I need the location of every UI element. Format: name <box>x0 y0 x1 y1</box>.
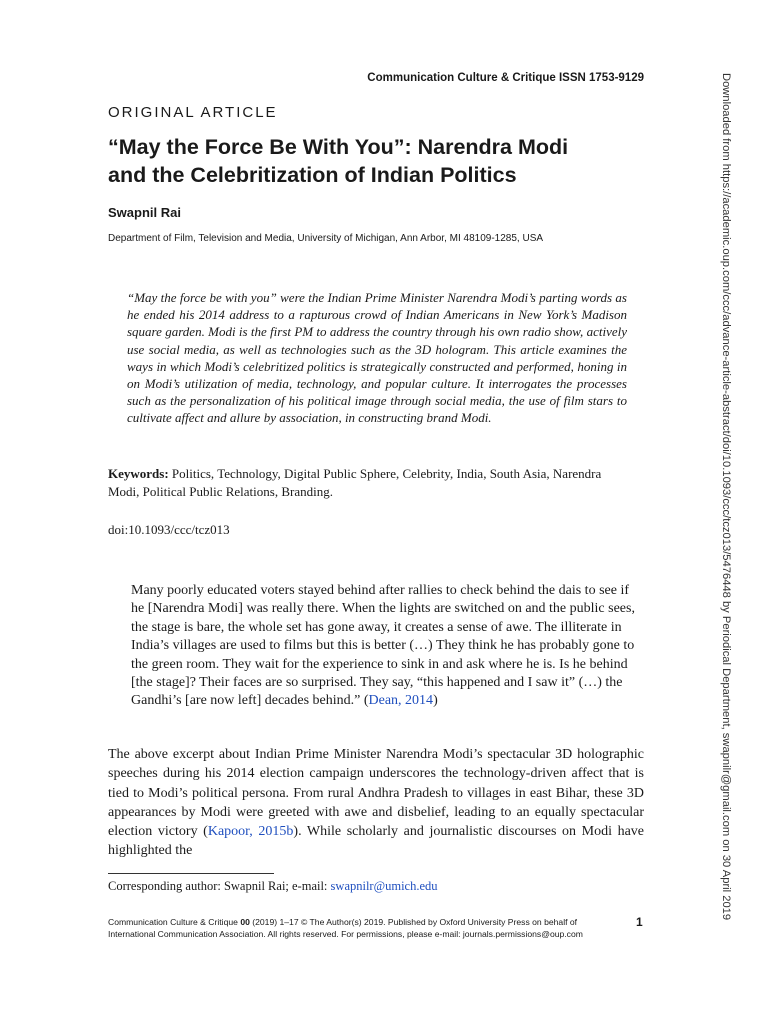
footer-copyright: (2019) 1–17 © The Author(s) 2019. Published by Oxford University Press on behalf of <box>249 917 578 927</box>
article-type: ORIGINAL ARTICLE <box>108 104 278 121</box>
epigraph-quote <box>131 582 643 711</box>
doi: doi:10.1093/ccc/tcz013 <box>108 522 230 537</box>
body-paragraph <box>108 745 644 861</box>
epigraph-citation-link[interactable]: Dean, 2014 <box>368 693 434 709</box>
footer-permissions: International Communication Association. All rights reserved. For permissions, please e-mail: journals.permissions@oup.com <box>108 929 583 939</box>
title-line-1: “May the Force Be With You”: Narendra Modi <box>108 135 569 159</box>
keywords-label: Keywords: <box>108 466 169 481</box>
body-citation-link[interactable]: Kapoor, 2015b <box>207 824 294 840</box>
footnote-divider <box>108 873 274 874</box>
title-line-2: and the Celebritization of Indian Politics <box>108 163 517 187</box>
keywords <box>108 465 628 500</box>
abstract: “May the force be with you” were the Indian Prime Minister Narendra Modi’s parting words as he ended his 2014 address to a rapturous crowd of Indian Americans in New York’s Madison square garden. Modi is the first PM to address the country through his own radio show, actively use social media, as well as technologies such as the 3D hologram. This article examines the ways in which Modi’s celebritized politics is strategically constructed and performed, honing in on Modi’s utilization of media, technology, and popular culture. It interrogates the processes such as the personalization of his political image through social media, the use of film stars to cultivate affect and allure by association, in constructing brand Modi. <box>127 290 627 426</box>
body-text-part-1: The above excerpt about Indian Prime Minister Narendra Modi’s spectacular 3D holographic speeches during his 2014 election campaign underscores the technology-driven affect that is tied to Modi’s political persona. From rural Andhra Pradesh to villages in east Bihar, these 3D appearances by Modi were greeted with awe and disbelief, leading to an equally spectacular election victory ( <box>108 747 644 840</box>
epigraph-close: ) <box>433 693 438 709</box>
footer-journal: Communication Culture & Critique <box>108 917 241 927</box>
epigraph-text: Many poorly educated voters stayed behind after rallies to check behind the dais to see if he [Narendra Modi] was really there. When the lights are switched on and the public sees, the stage is bare, the whole set has gone away, it creates a sense of awe. The illiterate in India’s villages are used to films but this is better (…) They think he has probably gone to the green room. They wait for the experience to sink in and ask where he is. Is he behind [the stage]? Their faces are so surprised. They say, “this happened and I saw it” (…) the Gandhi’s [are now left] decades behind.” ( <box>131 583 635 709</box>
download-watermark: Downloaded from https://academic.oup.com/ccc/advance-article-abstract/doi/10.1093/ccc/tcz013/5476448 by Periodical Department, swapnilr@gmail.com on 30 April 2019 <box>720 73 732 921</box>
page-footer <box>108 916 628 940</box>
author-name: Swapnil Rai <box>108 205 181 220</box>
body-text-part-2: ). While scholarly and journalistic discourses on Modi have highlighted the <box>108 824 644 859</box>
keywords-list: Politics, Technology, Digital Public Sphere, Celebrity, India, South Asia, Narendra Modi, Political Public Relations, Branding. <box>108 466 602 499</box>
footnote-label: Corresponding author: Swapnil Rai; e-mail: <box>108 879 331 893</box>
article-title <box>108 133 648 189</box>
journal-header: Communication Culture & Critique ISSN 1753-9129 <box>367 72 644 84</box>
author-affiliation: Department of Film, Television and Media, University of Michigan, Ann Arbor, MI 48109-1285, USA <box>108 233 544 244</box>
footer-volume: 00 <box>240 917 250 927</box>
author-email-link[interactable]: swapnilr@umich.edu <box>330 879 438 893</box>
page-number: 1 <box>636 915 643 929</box>
corresponding-author-footnote <box>108 879 438 894</box>
